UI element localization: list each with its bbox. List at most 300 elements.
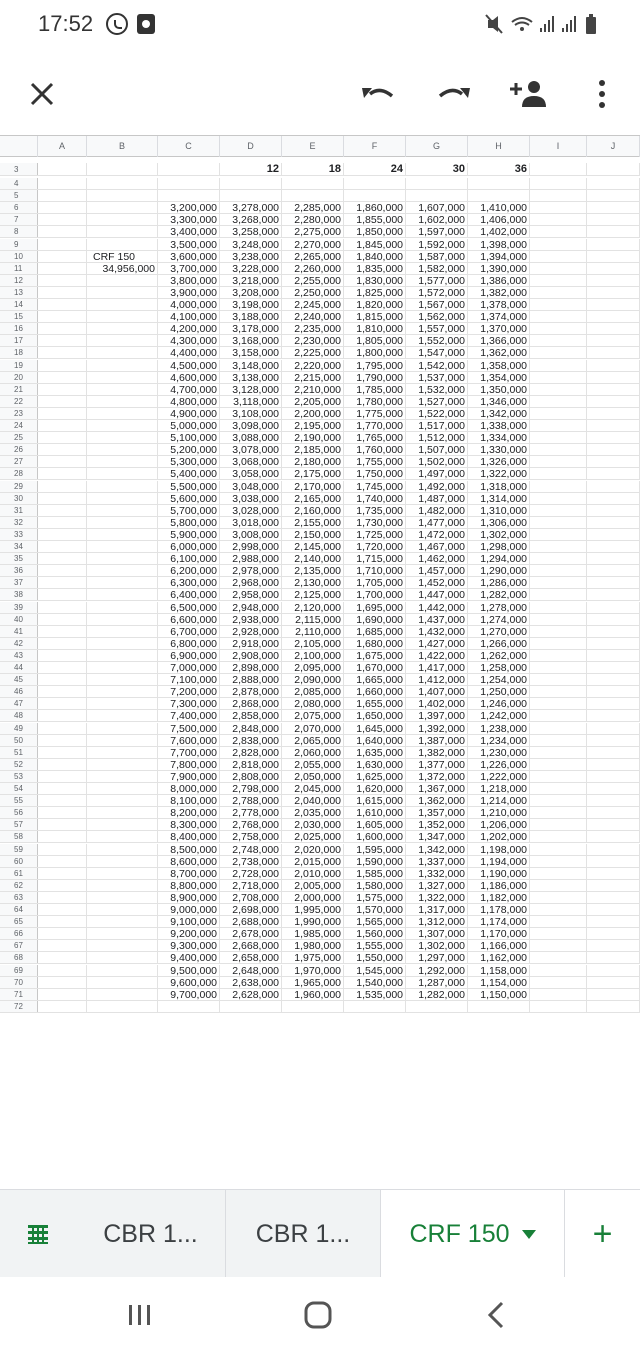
cell-j26[interactable] — [587, 444, 640, 455]
cell-f52[interactable]: 1,630,000 — [344, 759, 406, 770]
cell-c45[interactable]: 7,100,000 — [158, 674, 220, 685]
cell-h20[interactable]: 1,354,000 — [468, 372, 530, 383]
cell-i11[interactable] — [530, 263, 587, 274]
cell-i37[interactable] — [530, 577, 587, 588]
cell-i34[interactable] — [530, 541, 587, 552]
cell-e37[interactable]: 2,130,000 — [282, 577, 344, 588]
column-header-b[interactable]: B — [87, 136, 158, 157]
cell-e72[interactable] — [282, 1001, 344, 1012]
cell-c43[interactable]: 6,900,000 — [158, 650, 220, 661]
cell-c68[interactable]: 9,400,000 — [158, 952, 220, 963]
cell-i21[interactable] — [530, 384, 587, 395]
cell-h56[interactable]: 1,210,000 — [468, 807, 530, 818]
cell-c59[interactable]: 8,500,000 — [158, 844, 220, 855]
cell-e36[interactable]: 2,135,000 — [282, 565, 344, 576]
cell-b38[interactable] — [87, 589, 158, 600]
cell-f10[interactable]: 1,840,000 — [344, 251, 406, 262]
cell-f63[interactable]: 1,575,000 — [344, 892, 406, 903]
cell-c33[interactable]: 5,900,000 — [158, 529, 220, 540]
row-number[interactable]: 8 — [0, 226, 38, 237]
cell-h48[interactable]: 1,242,000 — [468, 710, 530, 721]
close-button[interactable] — [20, 72, 64, 116]
cell-j60[interactable] — [587, 856, 640, 867]
cell-h39[interactable]: 1,278,000 — [468, 602, 530, 613]
cell-g38[interactable]: 1,447,000 — [406, 589, 468, 600]
cell-c18[interactable]: 4,400,000 — [158, 347, 220, 358]
row-number[interactable]: 31 — [0, 505, 38, 516]
cell-a31[interactable] — [38, 505, 87, 516]
cell-i61[interactable] — [530, 868, 587, 879]
cell-a5[interactable] — [38, 190, 87, 201]
row-number[interactable]: 63 — [0, 892, 38, 903]
cell-b36[interactable] — [87, 565, 158, 576]
cell-f26[interactable]: 1,760,000 — [344, 444, 406, 455]
cell-b70[interactable] — [87, 977, 158, 988]
cell-d11[interactable]: 3,228,000 — [220, 263, 282, 274]
cell-d59[interactable]: 2,748,000 — [220, 844, 282, 855]
cell-j32[interactable] — [587, 517, 640, 528]
cell-h59[interactable]: 1,198,000 — [468, 844, 530, 855]
cell-c38[interactable]: 6,400,000 — [158, 589, 220, 600]
row-number[interactable]: 47 — [0, 698, 38, 709]
row-number[interactable]: 32 — [0, 517, 38, 528]
cell-i52[interactable] — [530, 759, 587, 770]
cell-g30[interactable]: 1,487,000 — [406, 493, 468, 504]
cell-h49[interactable]: 1,238,000 — [468, 723, 530, 734]
cell-a42[interactable] — [38, 638, 87, 649]
column-header-a[interactable]: A — [38, 136, 87, 157]
row-number[interactable]: 50 — [0, 735, 38, 746]
cell-g4[interactable] — [406, 178, 468, 189]
cell-j17[interactable] — [587, 335, 640, 346]
cell-d21[interactable]: 3,128,000 — [220, 384, 282, 395]
row-number[interactable]: 52 — [0, 759, 38, 770]
cell-j51[interactable] — [587, 747, 640, 758]
row-number[interactable]: 61 — [0, 868, 38, 879]
row-number[interactable]: 35 — [0, 553, 38, 564]
cell-i27[interactable] — [530, 456, 587, 467]
cell-g50[interactable]: 1,387,000 — [406, 735, 468, 746]
row-number[interactable]: 40 — [0, 614, 38, 625]
cell-i62[interactable] — [530, 880, 587, 891]
cell-f49[interactable]: 1,645,000 — [344, 723, 406, 734]
cell-c8[interactable]: 3,400,000 — [158, 226, 220, 237]
cell-h45[interactable]: 1,254,000 — [468, 674, 530, 685]
cell-h30[interactable]: 1,314,000 — [468, 493, 530, 504]
cell-i5[interactable] — [530, 190, 587, 201]
cell-e13[interactable]: 2,250,000 — [282, 287, 344, 298]
row-number[interactable]: 5 — [0, 190, 38, 201]
cell-c34[interactable]: 6,000,000 — [158, 541, 220, 552]
cell-d40[interactable]: 2,938,000 — [220, 614, 282, 625]
cell-j7[interactable] — [587, 214, 640, 225]
cell-e30[interactable]: 2,165,000 — [282, 493, 344, 504]
cell-e22[interactable]: 2,205,000 — [282, 396, 344, 407]
cell-g54[interactable]: 1,367,000 — [406, 783, 468, 794]
cell-c37[interactable]: 6,300,000 — [158, 577, 220, 588]
cell-f53[interactable]: 1,625,000 — [344, 771, 406, 782]
cell-d57[interactable]: 2,768,000 — [220, 819, 282, 830]
cell-b14[interactable] — [87, 299, 158, 310]
cell-j59[interactable] — [587, 844, 640, 855]
cell-h15[interactable]: 1,374,000 — [468, 311, 530, 322]
cell-c20[interactable]: 4,600,000 — [158, 372, 220, 383]
cell-i3[interactable] — [530, 163, 587, 175]
cell-e21[interactable]: 2,210,000 — [282, 384, 344, 395]
cell-h38[interactable]: 1,282,000 — [468, 589, 530, 600]
cell-d28[interactable]: 3,058,000 — [220, 468, 282, 479]
cell-b53[interactable] — [87, 771, 158, 782]
cell-g56[interactable]: 1,357,000 — [406, 807, 468, 818]
cell-j65[interactable] — [587, 916, 640, 927]
cell-b34[interactable] — [87, 541, 158, 552]
cell-h69[interactable]: 1,158,000 — [468, 965, 530, 976]
cell-h68[interactable]: 1,162,000 — [468, 952, 530, 963]
cell-f42[interactable]: 1,680,000 — [344, 638, 406, 649]
cell-e69[interactable]: 1,970,000 — [282, 965, 344, 976]
cell-e34[interactable]: 2,145,000 — [282, 541, 344, 552]
cell-c25[interactable]: 5,100,000 — [158, 432, 220, 443]
cell-d6[interactable]: 3,278,000 — [220, 202, 282, 213]
cell-b42[interactable] — [87, 638, 158, 649]
cell-h5[interactable] — [468, 190, 530, 201]
cell-b13[interactable] — [87, 287, 158, 298]
cell-c51[interactable]: 7,700,000 — [158, 747, 220, 758]
cell-j25[interactable] — [587, 432, 640, 443]
cell-g34[interactable]: 1,467,000 — [406, 541, 468, 552]
cell-f62[interactable]: 1,580,000 — [344, 880, 406, 891]
cell-b43[interactable] — [87, 650, 158, 661]
cell-b32[interactable] — [87, 517, 158, 528]
cell-d32[interactable]: 3,018,000 — [220, 517, 282, 528]
cell-g64[interactable]: 1,317,000 — [406, 904, 468, 915]
cell-h28[interactable]: 1,322,000 — [468, 468, 530, 479]
cell-j37[interactable] — [587, 577, 640, 588]
cell-d70[interactable]: 2,638,000 — [220, 977, 282, 988]
cell-i58[interactable] — [530, 831, 587, 842]
cell-a67[interactable] — [38, 940, 87, 951]
cell-e35[interactable]: 2,140,000 — [282, 553, 344, 564]
cell-j58[interactable] — [587, 831, 640, 842]
sheet-tab-2[interactable] — [226, 1190, 381, 1278]
column-header-f[interactable]: F — [344, 136, 406, 157]
cell-e16[interactable]: 2,235,000 — [282, 323, 344, 334]
cell-e25[interactable]: 2,190,000 — [282, 432, 344, 443]
cell-j61[interactable] — [587, 868, 640, 879]
cell-f24[interactable]: 1,770,000 — [344, 420, 406, 431]
cell-f36[interactable]: 1,710,000 — [344, 565, 406, 576]
cell-j10[interactable] — [587, 251, 640, 262]
cell-c9[interactable]: 3,500,000 — [158, 239, 220, 250]
cell-d5[interactable] — [220, 190, 282, 201]
cell-c23[interactable]: 4,900,000 — [158, 408, 220, 419]
cell-j21[interactable] — [587, 384, 640, 395]
cell-h9[interactable]: 1,398,000 — [468, 239, 530, 250]
cell-g24[interactable]: 1,517,000 — [406, 420, 468, 431]
row-number[interactable]: 14 — [0, 299, 38, 310]
cell-g9[interactable]: 1,592,000 — [406, 239, 468, 250]
cell-i19[interactable] — [530, 360, 587, 371]
cell-e17[interactable]: 2,230,000 — [282, 335, 344, 346]
cell-e45[interactable]: 2,090,000 — [282, 674, 344, 685]
cell-b69[interactable] — [87, 965, 158, 976]
cell-b10[interactable]: CRF 150 — [87, 251, 158, 262]
cell-j19[interactable] — [587, 360, 640, 371]
cell-f41[interactable]: 1,685,000 — [344, 626, 406, 637]
cell-b30[interactable] — [87, 493, 158, 504]
cell-a40[interactable] — [38, 614, 87, 625]
cell-h70[interactable]: 1,154,000 — [468, 977, 530, 988]
cell-g17[interactable]: 1,552,000 — [406, 335, 468, 346]
cell-c39[interactable]: 6,500,000 — [158, 602, 220, 613]
cell-f47[interactable]: 1,655,000 — [344, 698, 406, 709]
cell-h37[interactable]: 1,286,000 — [468, 577, 530, 588]
cell-a4[interactable] — [38, 178, 87, 189]
cell-f13[interactable]: 1,825,000 — [344, 287, 406, 298]
cell-j8[interactable] — [587, 226, 640, 237]
cell-b39[interactable] — [87, 602, 158, 613]
cell-f4[interactable] — [344, 178, 406, 189]
cell-g29[interactable]: 1,492,000 — [406, 481, 468, 492]
cell-d29[interactable]: 3,048,000 — [220, 481, 282, 492]
cell-f6[interactable]: 1,860,000 — [344, 202, 406, 213]
cell-e44[interactable]: 2,095,000 — [282, 662, 344, 673]
cell-i38[interactable] — [530, 589, 587, 600]
cell-b71[interactable] — [87, 989, 158, 1000]
cell-h60[interactable]: 1,194,000 — [468, 856, 530, 867]
cell-a13[interactable] — [38, 287, 87, 298]
cell-i49[interactable] — [530, 723, 587, 734]
cell-d51[interactable]: 2,828,000 — [220, 747, 282, 758]
select-all-corner[interactable] — [0, 136, 38, 157]
cell-i17[interactable] — [530, 335, 587, 346]
cell-a20[interactable] — [38, 372, 87, 383]
cell-a61[interactable] — [38, 868, 87, 879]
cell-h6[interactable]: 1,410,000 — [468, 202, 530, 213]
cell-g5[interactable] — [406, 190, 468, 201]
cell-b24[interactable] — [87, 420, 158, 431]
cell-a66[interactable] — [38, 928, 87, 939]
cell-c54[interactable]: 8,000,000 — [158, 783, 220, 794]
cell-g25[interactable]: 1,512,000 — [406, 432, 468, 443]
cell-d7[interactable]: 3,268,000 — [220, 214, 282, 225]
cell-b37[interactable] — [87, 577, 158, 588]
row-number[interactable]: 17 — [0, 335, 38, 346]
cell-g7[interactable]: 1,602,000 — [406, 214, 468, 225]
cell-b72[interactable] — [87, 1001, 158, 1012]
cell-j52[interactable] — [587, 759, 640, 770]
cell-f54[interactable]: 1,620,000 — [344, 783, 406, 794]
cell-d62[interactable]: 2,718,000 — [220, 880, 282, 891]
cell-i63[interactable] — [530, 892, 587, 903]
cell-j16[interactable] — [587, 323, 640, 334]
cell-b54[interactable] — [87, 783, 158, 794]
cell-e28[interactable]: 2,175,000 — [282, 468, 344, 479]
sheet-tab-1[interactable] — [76, 1190, 226, 1278]
cell-h33[interactable]: 1,302,000 — [468, 529, 530, 540]
column-header-g[interactable]: G — [406, 136, 468, 157]
cell-h66[interactable]: 1,170,000 — [468, 928, 530, 939]
cell-b19[interactable] — [87, 360, 158, 371]
cell-a70[interactable] — [38, 977, 87, 988]
cell-d16[interactable]: 3,178,000 — [220, 323, 282, 334]
row-number[interactable]: 24 — [0, 420, 38, 431]
cell-b65[interactable] — [87, 916, 158, 927]
cell-f59[interactable]: 1,595,000 — [344, 844, 406, 855]
cell-a10[interactable] — [38, 251, 87, 262]
cell-g28[interactable]: 1,497,000 — [406, 468, 468, 479]
cell-c64[interactable]: 9,000,000 — [158, 904, 220, 915]
cell-e29[interactable]: 2,170,000 — [282, 481, 344, 492]
row-number[interactable]: 11 — [0, 263, 38, 274]
cell-a56[interactable] — [38, 807, 87, 818]
cell-i8[interactable] — [530, 226, 587, 237]
cell-d64[interactable]: 2,698,000 — [220, 904, 282, 915]
cell-j39[interactable] — [587, 602, 640, 613]
cell-g20[interactable]: 1,537,000 — [406, 372, 468, 383]
cell-h71[interactable]: 1,150,000 — [468, 989, 530, 1000]
cell-b55[interactable] — [87, 795, 158, 806]
cell-d34[interactable]: 2,998,000 — [220, 541, 282, 552]
cell-a7[interactable] — [38, 214, 87, 225]
cell-c47[interactable]: 7,300,000 — [158, 698, 220, 709]
cell-g58[interactable]: 1,347,000 — [406, 831, 468, 842]
cell-f37[interactable]: 1,705,000 — [344, 577, 406, 588]
cell-b63[interactable] — [87, 892, 158, 903]
row-number[interactable]: 28 — [0, 468, 38, 479]
cell-f40[interactable]: 1,690,000 — [344, 614, 406, 625]
cell-a34[interactable] — [38, 541, 87, 552]
cell-a52[interactable] — [38, 759, 87, 770]
cell-d52[interactable]: 2,818,000 — [220, 759, 282, 770]
cell-f11[interactable]: 1,835,000 — [344, 263, 406, 274]
column-header-c[interactable]: C — [158, 136, 220, 157]
cell-j57[interactable] — [587, 819, 640, 830]
cell-c10[interactable]: 3,600,000 — [158, 251, 220, 262]
cell-b66[interactable] — [87, 928, 158, 939]
cell-i44[interactable] — [530, 662, 587, 673]
cell-i7[interactable] — [530, 214, 587, 225]
cell-g13[interactable]: 1,572,000 — [406, 287, 468, 298]
cell-b49[interactable] — [87, 723, 158, 734]
cell-e14[interactable]: 2,245,000 — [282, 299, 344, 310]
cell-f35[interactable]: 1,715,000 — [344, 553, 406, 564]
cell-g57[interactable]: 1,352,000 — [406, 819, 468, 830]
cell-h47[interactable]: 1,246,000 — [468, 698, 530, 709]
cell-a54[interactable] — [38, 783, 87, 794]
cell-j22[interactable] — [587, 396, 640, 407]
row-number[interactable]: 36 — [0, 565, 38, 576]
cell-f29[interactable]: 1,745,000 — [344, 481, 406, 492]
cell-f12[interactable]: 1,830,000 — [344, 275, 406, 286]
cell-i42[interactable] — [530, 638, 587, 649]
cell-b51[interactable] — [87, 747, 158, 758]
cell-b31[interactable] — [87, 505, 158, 516]
spreadsheet-grid[interactable] — [0, 135, 640, 1189]
cell-h29[interactable]: 1,318,000 — [468, 481, 530, 492]
cell-d31[interactable]: 3,028,000 — [220, 505, 282, 516]
cell-b21[interactable] — [87, 384, 158, 395]
cell-g18[interactable]: 1,547,000 — [406, 347, 468, 358]
cell-h36[interactable]: 1,290,000 — [468, 565, 530, 576]
cell-b41[interactable] — [87, 626, 158, 637]
cell-g3[interactable]: 30 — [406, 163, 468, 175]
cell-d54[interactable]: 2,798,000 — [220, 783, 282, 794]
cell-d53[interactable]: 2,808,000 — [220, 771, 282, 782]
cell-e49[interactable]: 2,070,000 — [282, 723, 344, 734]
cell-f7[interactable]: 1,855,000 — [344, 214, 406, 225]
cell-a64[interactable] — [38, 904, 87, 915]
row-number[interactable]: 68 — [0, 952, 38, 963]
cell-f38[interactable]: 1,700,000 — [344, 589, 406, 600]
cell-e20[interactable]: 2,215,000 — [282, 372, 344, 383]
cell-c48[interactable]: 7,400,000 — [158, 710, 220, 721]
cell-i20[interactable] — [530, 372, 587, 383]
row-number[interactable]: 19 — [0, 360, 38, 371]
cell-b44[interactable] — [87, 662, 158, 673]
cell-i18[interactable] — [530, 347, 587, 358]
cell-i36[interactable] — [530, 565, 587, 576]
row-number[interactable]: 46 — [0, 686, 38, 697]
cell-d22[interactable]: 3,118,000 — [220, 396, 282, 407]
cell-j15[interactable] — [587, 311, 640, 322]
cell-c49[interactable]: 7,500,000 — [158, 723, 220, 734]
cell-b25[interactable] — [87, 432, 158, 443]
row-number[interactable]: 9 — [0, 239, 38, 250]
cell-c12[interactable]: 3,800,000 — [158, 275, 220, 286]
cell-c29[interactable]: 5,500,000 — [158, 481, 220, 492]
cell-b5[interactable] — [87, 190, 158, 201]
cell-i59[interactable] — [530, 844, 587, 855]
cell-c22[interactable]: 4,800,000 — [158, 396, 220, 407]
cell-e65[interactable]: 1,990,000 — [282, 916, 344, 927]
cell-d56[interactable]: 2,778,000 — [220, 807, 282, 818]
back-icon[interactable] — [476, 1297, 516, 1333]
cell-a37[interactable] — [38, 577, 87, 588]
share-button[interactable] — [506, 72, 550, 116]
row-number[interactable]: 13 — [0, 287, 38, 298]
cell-i12[interactable] — [530, 275, 587, 286]
cell-g11[interactable]: 1,582,000 — [406, 263, 468, 274]
cell-f30[interactable]: 1,740,000 — [344, 493, 406, 504]
cell-b11[interactable]: 34,956,000 — [87, 263, 158, 274]
cell-i68[interactable] — [530, 952, 587, 963]
cell-a8[interactable] — [38, 226, 87, 237]
cell-e32[interactable]: 2,155,000 — [282, 517, 344, 528]
cell-f66[interactable]: 1,560,000 — [344, 928, 406, 939]
add-sheet-button[interactable] — [565, 1190, 640, 1278]
cell-h63[interactable]: 1,182,000 — [468, 892, 530, 903]
cell-f33[interactable]: 1,725,000 — [344, 529, 406, 540]
cell-f16[interactable]: 1,810,000 — [344, 323, 406, 334]
cell-i47[interactable] — [530, 698, 587, 709]
cell-j28[interactable] — [587, 468, 640, 479]
cell-a68[interactable] — [38, 952, 87, 963]
cell-j6[interactable] — [587, 202, 640, 213]
cell-i31[interactable] — [530, 505, 587, 516]
cell-h40[interactable]: 1,274,000 — [468, 614, 530, 625]
cell-g10[interactable]: 1,587,000 — [406, 251, 468, 262]
row-number[interactable]: 49 — [0, 723, 38, 734]
cell-h3[interactable]: 36 — [468, 163, 530, 175]
cell-f15[interactable]: 1,815,000 — [344, 311, 406, 322]
cell-d17[interactable]: 3,168,000 — [220, 335, 282, 346]
cell-j54[interactable] — [587, 783, 640, 794]
cell-c27[interactable]: 5,300,000 — [158, 456, 220, 467]
cell-e10[interactable]: 2,265,000 — [282, 251, 344, 262]
cell-j31[interactable] — [587, 505, 640, 516]
cell-a24[interactable] — [38, 420, 87, 431]
